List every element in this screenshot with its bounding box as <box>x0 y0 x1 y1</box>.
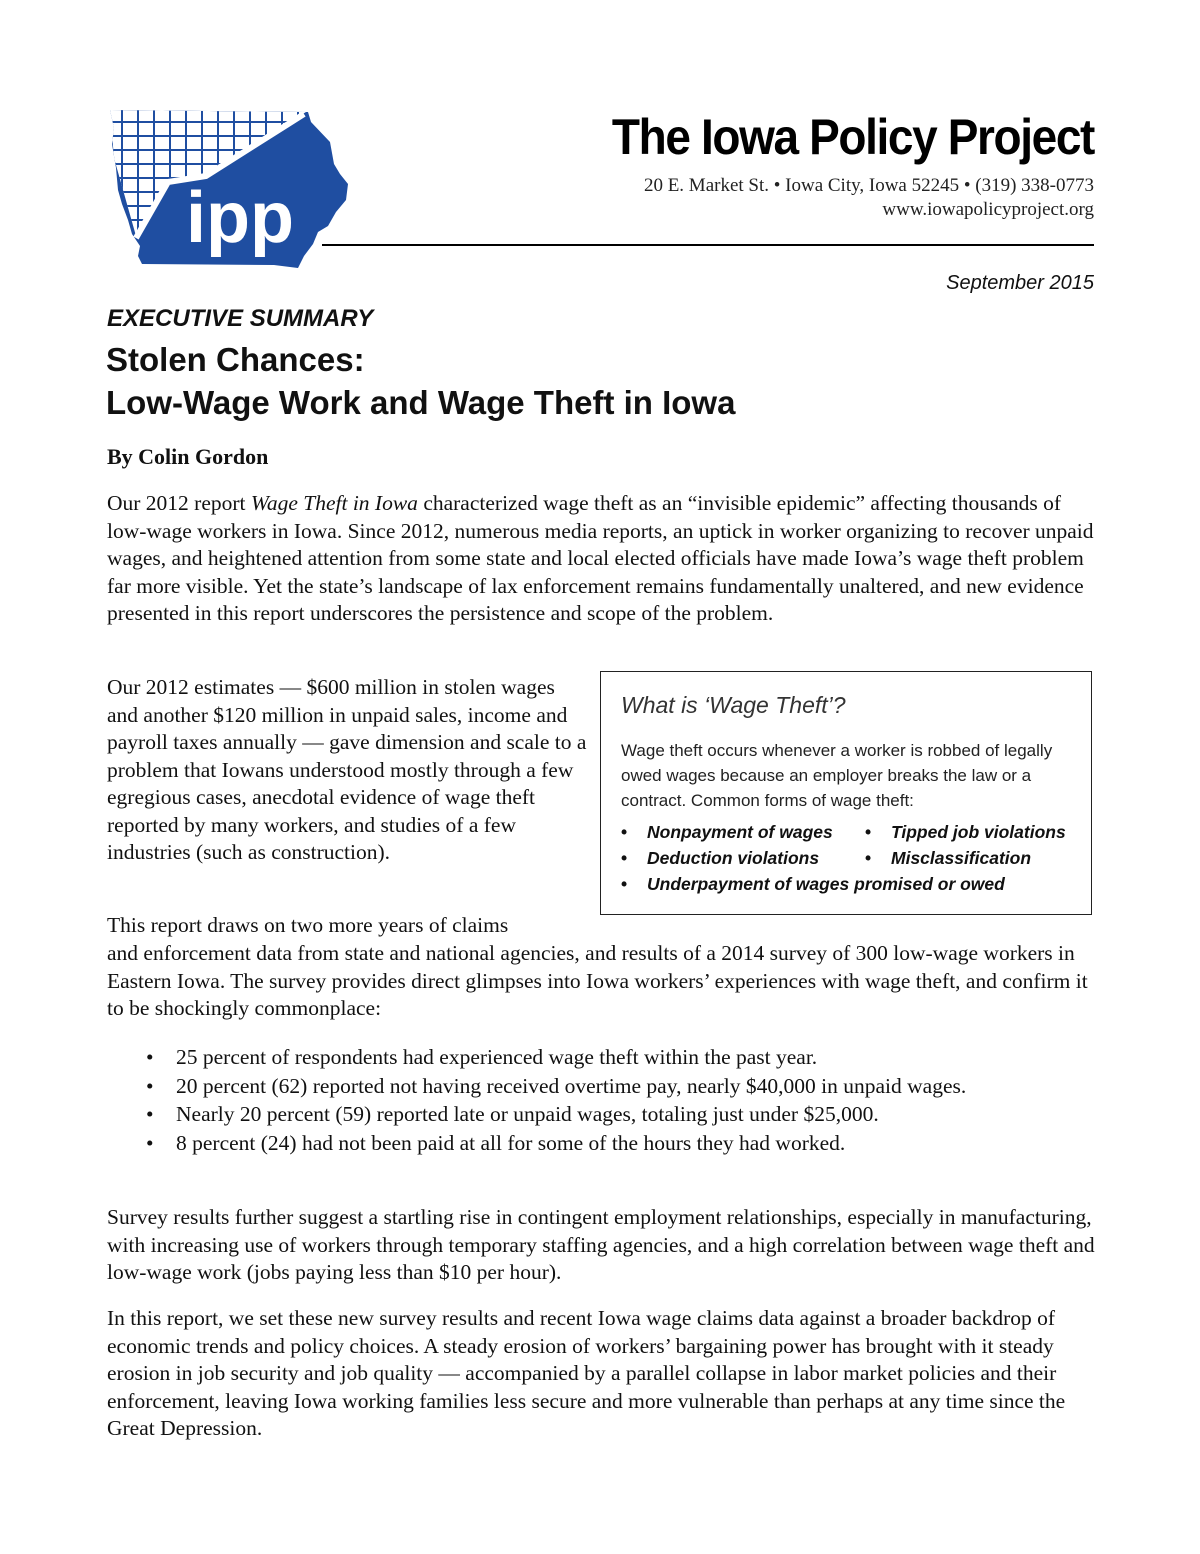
wage-theft-form-item: • Underpayment of wages promised or owed <box>621 874 1005 894</box>
survey-findings-list <box>146 1044 1096 1158</box>
wage-theft-form-item: • Misclassification <box>865 848 1032 868</box>
organization-address: 20 E. Market St. • Iowa City, Iowa 52245 • (319) 338-0773 <box>643 175 1094 196</box>
header-rule <box>322 244 1094 246</box>
wage-theft-form-item: • Deduction violations <box>621 848 820 868</box>
document-title-line-1: Stolen Chances: <box>106 341 365 378</box>
finding-item: • 8 percent (24) had not been paid at all for some of the hours they had worked. <box>146 1130 846 1155</box>
box-description: Wage theft occurs whenever a worker is robbed of legally owed wages because an employer breaks the law or a contract. Common forms of wage theft: <box>621 741 1053 810</box>
svg-text:ipp: ipp <box>186 178 294 258</box>
organization-name: The Iowa Policy Project <box>611 109 1094 165</box>
publication-date: September 2015 <box>946 272 1094 294</box>
finding-item: • 25 percent of respondents had experienced wage theft within the past year. <box>146 1045 818 1069</box>
finding-item: • Nearly 20 percent (59) reported late or unpaid wages, totaling just under $25,000. <box>146 1102 879 1126</box>
document-label: EXECUTIVE SUMMARY <box>107 305 374 332</box>
document-title-line-2: Low-Wage Work and Wage Theft in Iowa <box>106 384 736 421</box>
intro-text-rest: characterized wage theft as an “invisible epidemic” affecting thousands of low-wage workers in Iowa. Since 2012, numerous media reports, an uptick in worker organizing to recover unpaid wages, and heightened attention from some state and local elected officials have made Iowa’s wage theft problem far more visible. Yet the state’s landscape of lax enforcement remains fundamentally unaltered, and new evidence presented in this report underscores the persistence and scope of the problem. <box>107 491 1094 625</box>
contingent-employment-paragraph: Survey results further suggest a startling rise in contingent employment relationships, especially in manufacturing, with increasing use of workers through temporary staffing agencies, and a high correlation between wage theft and low-wage work (jobs paying less than $10 per hour). <box>107 1205 1095 1284</box>
wage-theft-form-item: • Tipped job violations <box>865 822 1066 842</box>
organization-website: www.iowapolicyproject.org <box>882 199 1094 220</box>
byline: By Colin Gordon <box>107 444 269 469</box>
finding-item: • 20 percent (62) reported not having received overtime pay, nearly $40,000 in unpaid wages. <box>146 1073 967 1098</box>
survey-paragraph: and enforcement data from state and national agencies, and results of a 2014 survey of 300 low-wage workers in Eastern Iowa. The survey provides direct glimpses into Iowa workers’ experiences with wage theft, and confirm it to be shockingly commonplace: <box>107 941 1088 1020</box>
wage-theft-definition-box <box>600 671 1092 915</box>
box-title: What is ‘Wage Theft’? <box>621 692 846 718</box>
survey-paragraph-first-line: This report draws on two more years of claims <box>107 913 509 937</box>
intro-text-start: Our 2012 report <box>107 491 251 515</box>
report-title-reference: Wage Theft in Iowa <box>250 491 418 515</box>
wage-theft-form-item: • Nonpayment of wages <box>621 822 833 842</box>
conclusion-paragraph: In this report, we set these new survey results and recent Iowa wage claims data against a broader backdrop of economic trends and policy choices. A steady erosion of workers’ bargaining power has brought with it steady erosion in job security and job quality — accompanied by a parallel collapse in labor market policies and their enforcement, leaving Iowa working families less secure and more vulnerable than perhaps at any time since the Great Depression. <box>107 1306 1066 1440</box>
estimates-paragraph: Our 2012 estimates — $600 million in stolen wages and another $120 million in unpaid sales, income and payroll taxes annually — gave dimension and scale to a problem that Iowans understood mostly through a few egregious cases, anecdotal evidence of wage theft reported by many workers, and studies of a few industries (such as construction). <box>107 675 587 864</box>
intro-paragraph <box>107 490 1097 628</box>
ipp-logo <box>108 108 354 270</box>
